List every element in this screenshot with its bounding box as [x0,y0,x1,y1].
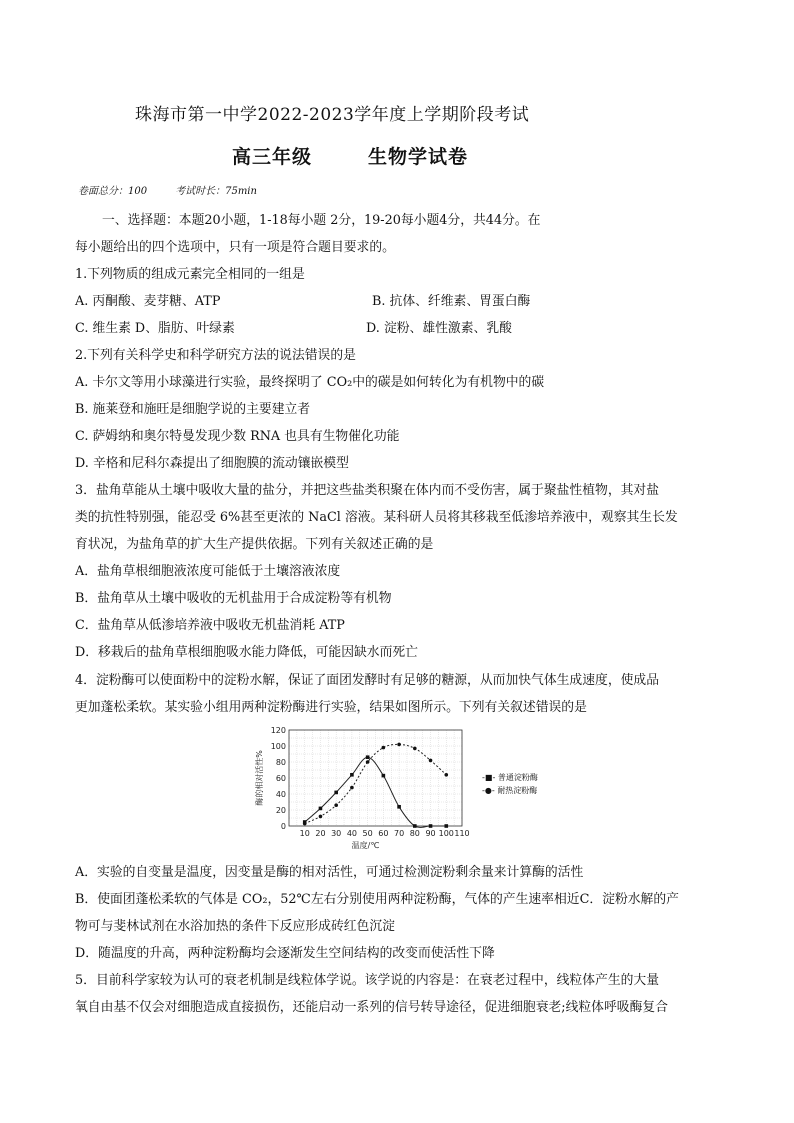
exam-meta [78,182,257,197]
data-point-heat [319,815,323,819]
q2-option-b: B. 施莱登和施旺是细胞学说的主要建立者 [75,402,311,417]
legend-marker-circle: -●- [482,786,495,795]
q1-option-d: D. 淀粉、雄性激素、乳酸 [366,321,512,336]
chart-grid [289,730,462,826]
legend-marker-square: -■- [482,773,496,782]
data-point-heat [366,760,370,764]
q4-stem-line2: 更加蓬松柔软。某实验小组用两种淀粉酶进行实验，结果如图所示。下列有关叙述错误的是 [75,700,587,715]
q2-option-d: D. 辛格和尼科尔森提出了细胞膜的流动镶嵌模型 [75,456,349,471]
data-point-normal [366,755,370,759]
q4-option-b-line1: B．使面团蓬松柔软的气体是 CO₂，52℃左右分别使用两种淀粉酶，气体的产生速率相近C．淀粉水解的产 [75,892,679,907]
section-intro-line1: 一、选择题：本题20小题，1-18每小题 2分，19-20每小题4分，共44分。在 [102,213,541,228]
q3-stem-line1: 3．盐角草能从土壤中吸收大量的盐分，并把这些盐类积聚在体内而不受伤害，属于聚盐性植物，其对盐 [75,483,660,498]
grade-label: 高三年级 [232,146,313,168]
q5-stem-line2: 氧自由基不仅会对细胞造成直接损伤，还能启动一系列的信号转导途径，促进细胞衰老;线粒体呼吸酶复合 [75,1000,668,1015]
legend-item-normal [482,772,538,783]
data-point-heat [382,746,386,750]
data-point-normal [397,805,401,809]
q1-option-c: C. 维生素 D、脂肪、叶绿素 [75,321,235,336]
data-point-heat [334,803,338,807]
legend-label-normal: 普通淀粉酶 [497,773,538,782]
y-tick-label: 20 [275,806,286,815]
exam-subtitle [232,142,468,169]
q3-option-d: D．移栽后的盐角草根细胞吸水能力降低，可能因缺水而死亡 [75,645,418,660]
exam-title: 珠海市第一中学2022-2023学年度上学期阶段考试 [135,105,530,125]
data-point-heat [413,747,417,751]
q4-option-d: D．随温度的升高，两种淀粉酶均会逐渐发生空间结构的改变而使活性下降 [75,946,495,961]
data-point-normal [319,807,323,811]
y-tick-label: 0 [280,822,286,831]
q1-option-b: B. 抗体、纤维素、胃蛋白酶 [372,294,531,309]
data-point-normal [350,773,354,777]
legend-label-heat: 耐热淀粉酶 [497,786,538,795]
q1-stem: 1.下列物质的组成元素完全相同的一组是 [75,267,305,282]
data-point-normal [444,824,448,828]
total-score: 卷面总分：100 [78,186,148,197]
q3-stem-line3: 育状况，为盐角草的扩大生产提供依据。下列有关叙述正确的是 [75,537,434,552]
data-point-heat [350,786,354,790]
q2-option-c: C. 萨姆纳和奥尔特曼发现少数 RNA 也具有生物催化功能 [75,429,400,444]
q3-option-c: C．盐角草从低渗培养液中吸收无机盐消耗 ATP [75,618,345,633]
y-tick-label: 60 [275,774,286,783]
x-tick-label: 100 [438,829,454,838]
x-tick-label: 10 [299,829,310,838]
data-point-normal [334,791,338,795]
data-point-normal [429,824,433,828]
x-tick-label: 90 [425,829,436,838]
x-tick-label: 50 [362,829,373,838]
q4-stem-line1: 4．淀粉酶可以使面粉中的淀粉水解，保证了面团发酵时有足够的糖源，从而加快气体生成速度，使成品 [75,673,660,688]
data-point-heat [444,773,448,777]
x-tick-label: 110 [454,829,470,838]
q3-stem-line2: 类的抗性特别强，能忍受 6%甚至更浓的 NaCl 溶液。某科研人员将其移栽至低渗培养液中，观察其生长发 [75,510,678,525]
x-tick-label: 70 [393,829,405,838]
data-point-heat [397,743,401,747]
y-tick-label: 100 [270,742,286,751]
q4-option-b-line2: 物可与斐林试剂在水浴加热的条件下反应形成砖红色沉淀 [75,919,395,934]
exam-duration: 考试时长：75min [175,186,257,197]
q1-option-a: A. 丙酮酸、麦芽糖、ATP [75,294,221,309]
q5-stem-line1: 5．目前科学家较为认可的衰老机制是线粒体学说。该学说的内容是：在衰老过程中，线粒体产生的大量 [75,973,660,988]
section-intro-line2: 每小题给出的四个选项中，只有一项是符合题目要求的。 [75,240,395,255]
q2-stem: 2.下列有关科学史和科学研究方法的说法错误的是 [75,348,356,363]
legend-item-heat [482,785,537,796]
x-tick-label: 30 [331,829,342,838]
subject-label: 生物学试卷 [368,146,469,168]
data-point-heat [303,822,307,826]
x-tick-label: 80 [409,829,420,838]
q2-option-a: A. 卡尔文等用小球藻进行实验，最终探明了 CO₂中的碳是如何转化为有机物中的碳 [75,375,545,390]
q4-option-a: A．实验的自变量是温度，因变量是酶的相对活性，可通过检测淀粉剩余量来计算酶的活性 [75,865,584,880]
q3-option-a: A．盐角草根细胞液浓度可能低于土壤溶液浓度 [75,564,341,579]
y-axis-label: 酶的相对活性% [255,750,264,806]
q3-option-b: B．盐角草从土壤中吸收的无机盐用于合成淀粉等有机物 [75,591,392,606]
x-axis-label: 温度/℃ [351,841,380,850]
y-tick-label: 120 [270,726,286,735]
data-point-normal [382,774,386,778]
x-tick-label: 20 [315,829,326,838]
x-tick-label: 60 [378,829,389,838]
data-point-normal [413,824,417,828]
y-tick-label: 40 [275,790,286,799]
y-tick-label: 80 [275,758,286,767]
x-tick-label: 40 [346,829,358,838]
data-point-heat [429,759,433,763]
